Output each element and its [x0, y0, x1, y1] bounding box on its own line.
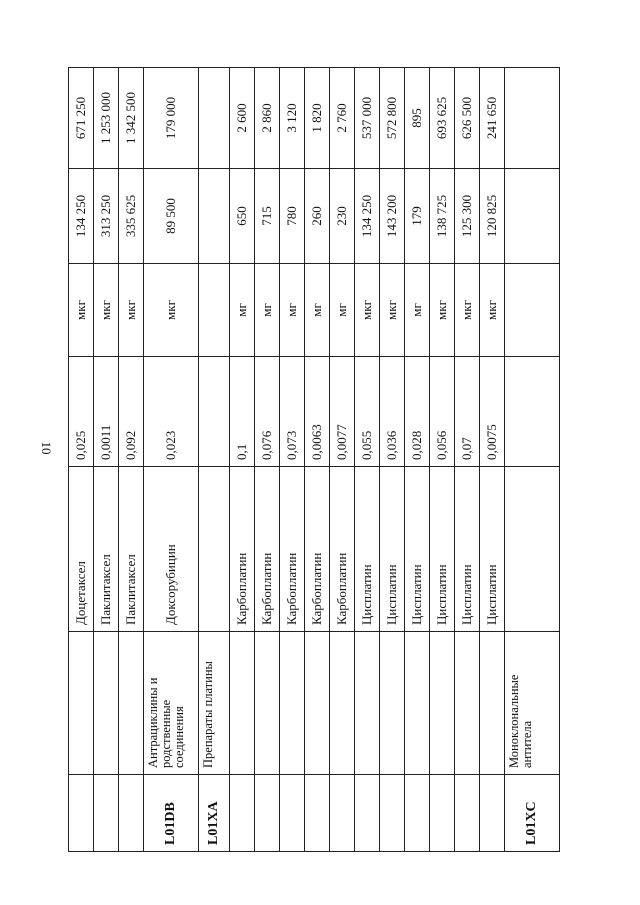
code-cell [94, 775, 119, 852]
group-cell [355, 632, 380, 775]
drug-name-cell: Доцетаксел [69, 467, 94, 632]
code-cell [69, 775, 94, 852]
table-row [480, 68, 505, 852]
table-row [255, 68, 280, 852]
dose-cell: 0,023 [144, 357, 199, 467]
dose-cell: 0,073 [280, 357, 305, 467]
group-cell [230, 632, 255, 775]
drug-name-cell: Доксорубицин [144, 467, 199, 632]
drug-name-cell [505, 467, 560, 632]
unit-cell: мкг [119, 264, 144, 357]
price-cell: 138 725 [430, 169, 455, 264]
price-cell: 125 300 [455, 169, 480, 264]
drug-table-container [68, 68, 539, 852]
unit-cell: мг [405, 264, 430, 357]
dose-cell: 0,056 [430, 357, 455, 467]
total-cell: 2 760 [330, 68, 355, 169]
total-cell: 2 860 [255, 68, 280, 169]
table-row [94, 68, 119, 852]
price-cell: 89 500 [144, 169, 199, 264]
group-cell: Антрациклины и родственные соединения [144, 632, 199, 775]
dose-cell: 0,1 [230, 357, 255, 467]
drug-name-cell: Цисплатин [455, 467, 480, 632]
unit-cell: мкг [144, 264, 199, 357]
table-row [355, 68, 380, 852]
page-number: 10 [39, 441, 54, 455]
table-row [144, 68, 199, 852]
code-cell: L01DB [144, 775, 199, 852]
unit-cell: мг [330, 264, 355, 357]
drug-name-cell: Карбоплатин [255, 467, 280, 632]
dose-cell: 0,0075 [480, 357, 505, 467]
price-cell: 715 [255, 169, 280, 264]
dose-cell: 0,028 [405, 357, 430, 467]
drug-name-cell: Цисплатин [480, 467, 505, 632]
group-cell [380, 632, 405, 775]
price-cell: 335 625 [119, 169, 144, 264]
price-cell: 313 250 [94, 169, 119, 264]
table-row [505, 68, 560, 852]
drug-name-cell: Карбоплатин [330, 467, 355, 632]
table-row [199, 68, 230, 852]
price-cell: 134 250 [69, 169, 94, 264]
drug-name-cell: Паклитаксел [94, 467, 119, 632]
total-cell: 537 000 [355, 68, 380, 169]
group-cell: Препараты платины [199, 632, 230, 775]
total-cell: 1 342 500 [119, 68, 144, 169]
unit-cell [505, 264, 560, 357]
drug-name-cell: Цисплатин [355, 467, 380, 632]
total-cell: 241 650 [480, 68, 505, 169]
unit-cell: мкг [380, 264, 405, 357]
group-cell [405, 632, 430, 775]
drug-name-cell: Карбоплатин [230, 467, 255, 632]
total-cell: 895 [405, 68, 430, 169]
code-cell [455, 775, 480, 852]
dose-cell: 0,025 [69, 357, 94, 467]
group-cell [480, 632, 505, 775]
total-cell: 693 625 [430, 68, 455, 169]
dose-cell [505, 357, 560, 467]
total-cell: 1 253 000 [94, 68, 119, 169]
group-cell: Моноклональные антитела [505, 632, 560, 775]
group-cell [280, 632, 305, 775]
code-cell [119, 775, 144, 852]
total-cell: 572 800 [380, 68, 405, 169]
total-cell: 626 500 [455, 68, 480, 169]
unit-cell: мкг [480, 264, 505, 357]
dose-cell: 0,092 [119, 357, 144, 467]
total-cell [505, 68, 560, 169]
price-cell [199, 169, 230, 264]
table-row [119, 68, 144, 852]
dose-cell: 0,036 [380, 357, 405, 467]
drug-name-cell [199, 467, 230, 632]
drug-name-cell: Цисплатин [405, 467, 430, 632]
unit-cell: мкг [69, 264, 94, 357]
group-cell [119, 632, 144, 775]
total-cell: 2 600 [230, 68, 255, 169]
dose-cell: 0,07 [455, 357, 480, 467]
code-cell: L01XA [199, 775, 230, 852]
code-cell [280, 775, 305, 852]
code-cell [330, 775, 355, 852]
code-cell [255, 775, 280, 852]
code-cell [230, 775, 255, 852]
drug-cost-table [68, 67, 560, 852]
group-cell [255, 632, 280, 775]
group-cell [330, 632, 355, 775]
code-cell: L01XC [505, 775, 560, 852]
drug-name-cell: Цисплатин [380, 467, 405, 632]
price-cell [505, 169, 560, 264]
unit-cell: мг [305, 264, 330, 357]
total-cell: 3 120 [280, 68, 305, 169]
dose-cell: 0,055 [355, 357, 380, 467]
code-cell [405, 775, 430, 852]
table-row [430, 68, 455, 852]
total-cell: 1 820 [305, 68, 330, 169]
group-cell [430, 632, 455, 775]
price-cell: 260 [305, 169, 330, 264]
group-cell [305, 632, 330, 775]
price-cell: 230 [330, 169, 355, 264]
price-cell: 143 200 [380, 169, 405, 264]
price-cell: 120 825 [480, 169, 505, 264]
group-cell [69, 632, 94, 775]
drug-name-cell: Цисплатин [430, 467, 455, 632]
unit-cell: мкг [355, 264, 380, 357]
unit-cell: мкг [94, 264, 119, 357]
drug-name-cell: Карбоплатин [280, 467, 305, 632]
table-row [230, 68, 255, 852]
group-cell [94, 632, 119, 775]
total-cell [199, 68, 230, 169]
price-cell: 179 [405, 169, 430, 264]
table-row [330, 68, 355, 852]
unit-cell: мг [230, 264, 255, 357]
unit-cell: мкг [455, 264, 480, 357]
table-row [69, 68, 94, 852]
price-cell: 134 250 [355, 169, 380, 264]
dose-cell: 0,0063 [305, 357, 330, 467]
total-cell: 179 000 [144, 68, 199, 169]
table-row [405, 68, 430, 852]
dose-cell: 0,076 [255, 357, 280, 467]
dose-cell: 0,0077 [330, 357, 355, 467]
dose-cell [199, 357, 230, 467]
unit-cell: мкг [430, 264, 455, 357]
unit-cell: мг [280, 264, 305, 357]
code-cell [430, 775, 455, 852]
code-cell [305, 775, 330, 852]
code-cell [380, 775, 405, 852]
code-cell [480, 775, 505, 852]
group-cell [455, 632, 480, 775]
table-row [380, 68, 405, 852]
price-cell: 650 [230, 169, 255, 264]
total-cell: 671 250 [69, 68, 94, 169]
unit-cell [199, 264, 230, 357]
code-cell [355, 775, 380, 852]
table-row [455, 68, 480, 852]
table-row [280, 68, 305, 852]
price-cell: 780 [280, 169, 305, 264]
drug-name-cell: Карбоплатин [305, 467, 330, 632]
drug-name-cell: Паклитаксел [119, 467, 144, 632]
unit-cell: мг [255, 264, 280, 357]
dose-cell: 0,0011 [94, 357, 119, 467]
table-row [305, 68, 330, 852]
